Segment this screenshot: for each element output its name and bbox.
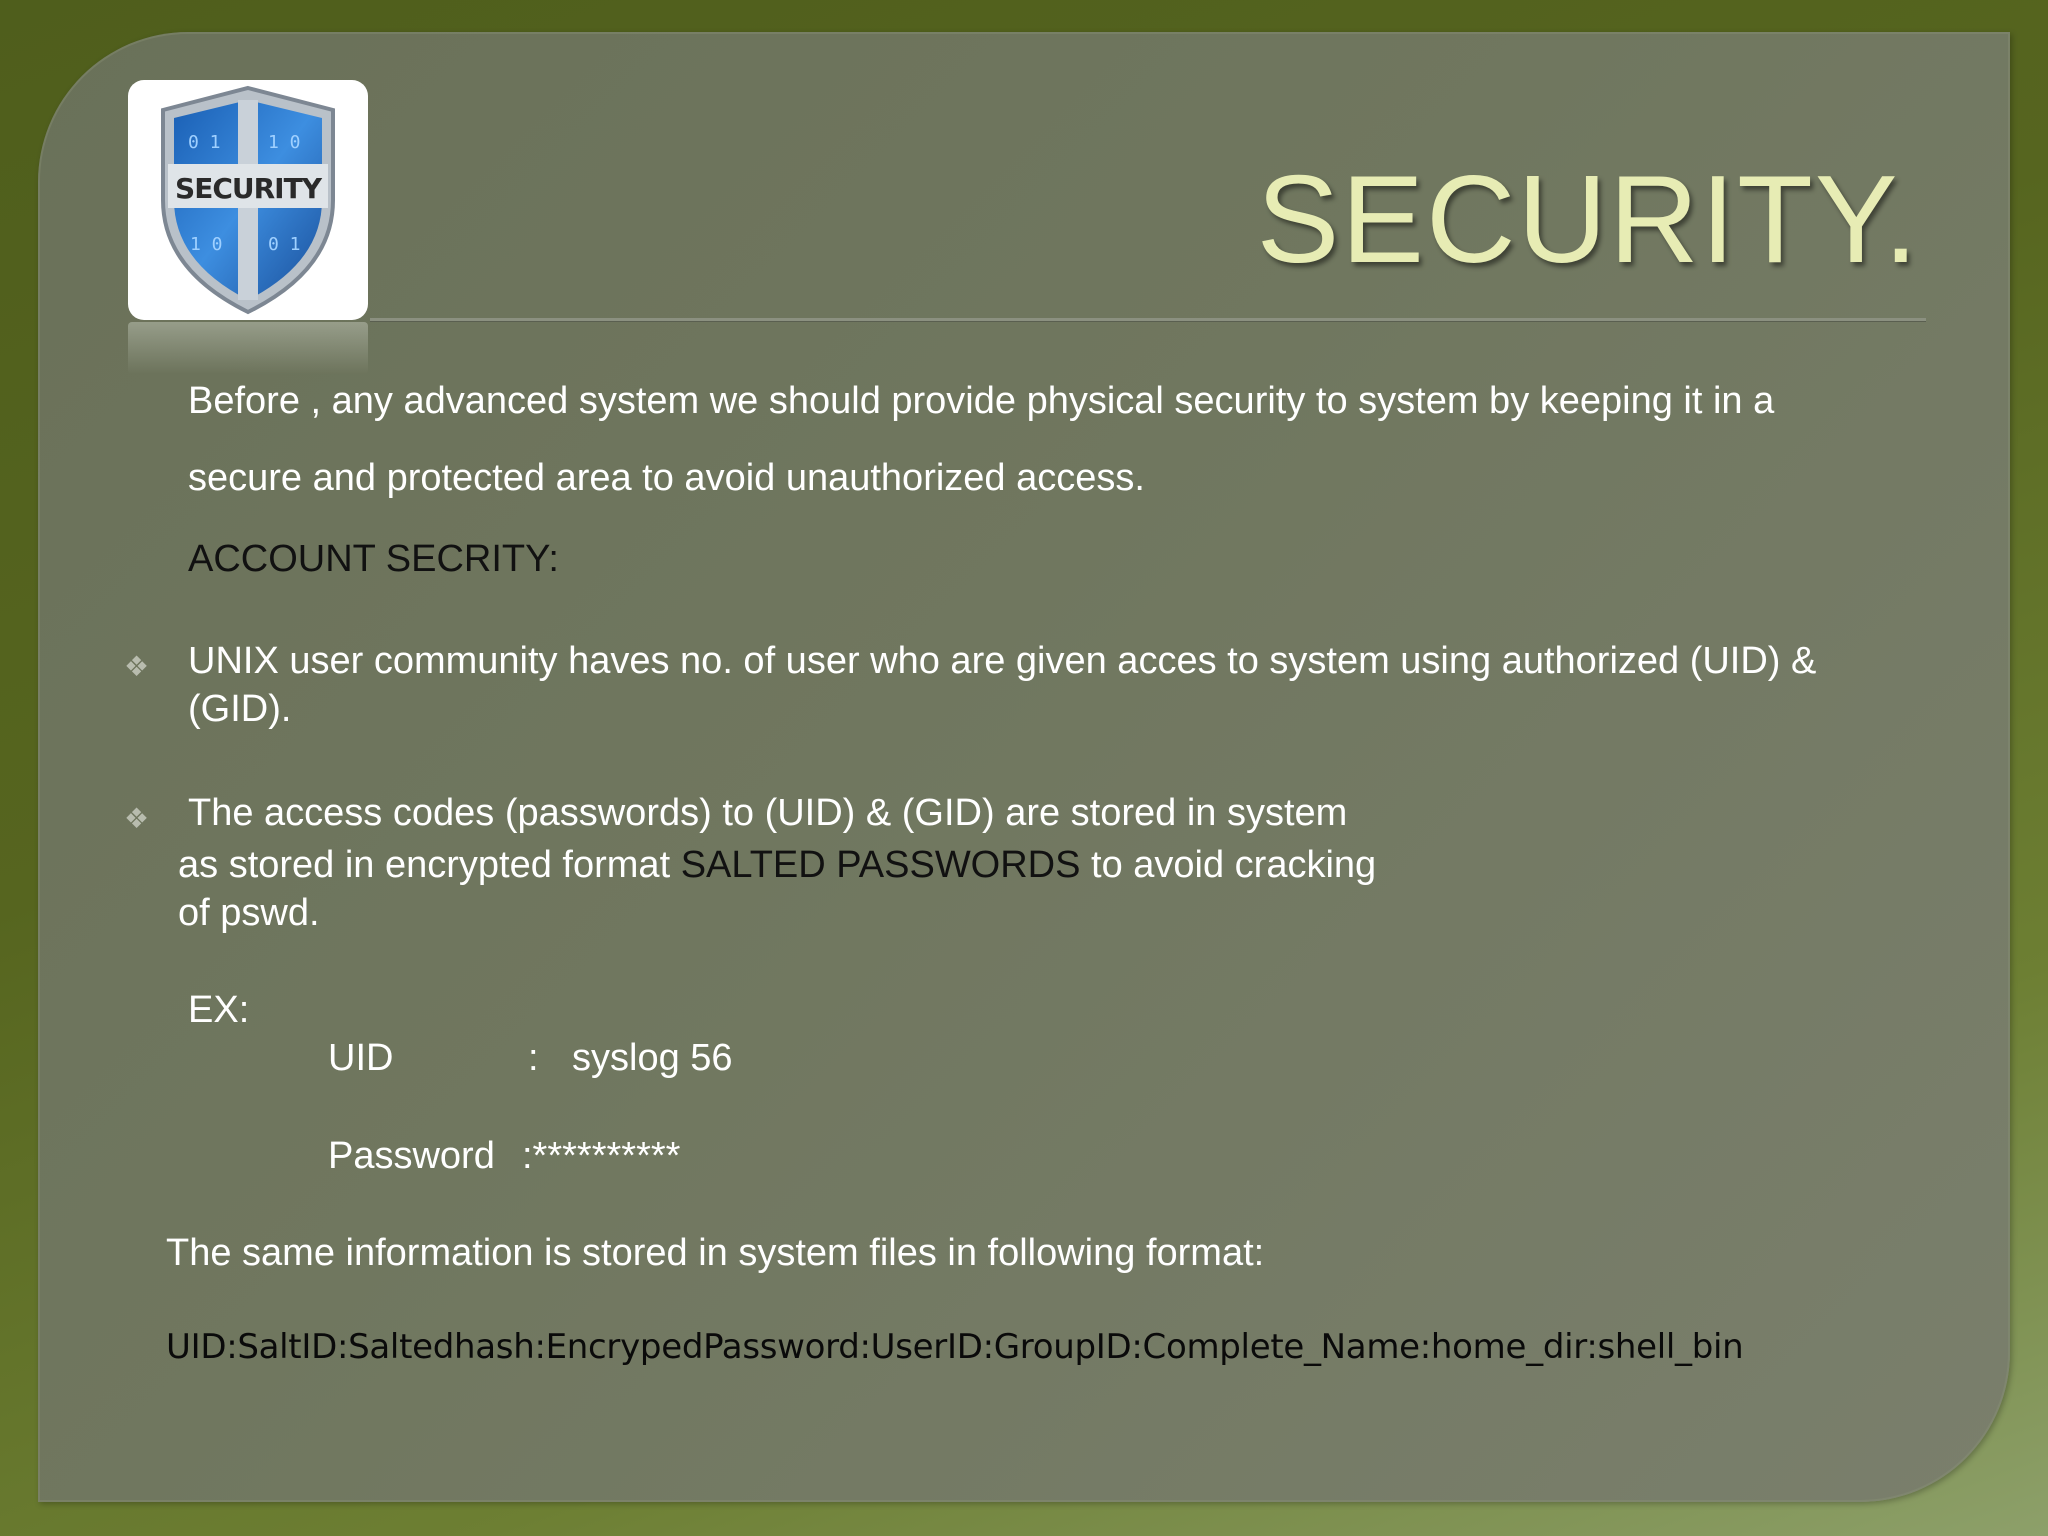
logo-label: SECURITY [175, 172, 321, 205]
uid-separator: : [528, 1037, 539, 1079]
svg-text:0 1: 0 1 [188, 132, 221, 153]
bullet-2-text-c: to avoid cracking [1080, 844, 1377, 886]
salted-passwords-term: SALTED PASSWORDS [680, 844, 1081, 886]
intro-line-1: Before , any advanced system we should provide physical security to system by keeping it in a [188, 380, 1775, 422]
bullet-2-line-3: of pswd. [178, 892, 320, 934]
account-security-heading: ACCOUNT SECRITY: [188, 538, 559, 580]
uid-value: syslog 56 [572, 1037, 733, 1079]
password-label: Password [328, 1135, 495, 1177]
diamond-bullet-icon: ❖ [124, 803, 150, 834]
logo-reflection [128, 322, 368, 374]
security-shield-logo [128, 80, 368, 320]
title-divider [370, 318, 1926, 322]
svg-text:1 0: 1 0 [268, 132, 301, 153]
bullet-2-line-1: The access codes (passwords) to (UID) & (GID) are stored in system [188, 792, 1348, 834]
example-label: EX: [188, 989, 250, 1031]
format-line: UID:SaltID:Saltedhash:EncrypedPassword:UserID:GroupID:Complete_Name:home_dir:shell_bin [166, 1327, 1744, 1367]
intro-line-2: secure and protected area to avoid unauthorized access. [188, 457, 1145, 499]
bullet-1-line-2: (GID). [188, 688, 292, 730]
uid-label: UID [328, 1037, 394, 1079]
slide-title: SECURITY. [1256, 151, 1920, 289]
password-value: :********** [522, 1135, 681, 1177]
bullet-2-text-a: as stored in encrypted format [178, 844, 681, 886]
svg-text:1 0: 1 0 [190, 234, 223, 255]
same-info-line: The same information is stored in system files in following format: [166, 1232, 1265, 1274]
bullet-1-line-1: UNIX user community haves no. of user who are given acces to system using authorized (UID) & [188, 640, 1817, 682]
diamond-bullet-icon: ❖ [124, 651, 150, 682]
svg-text:0 1: 0 1 [268, 234, 301, 255]
bullet-2-line-2 [178, 842, 1376, 890]
